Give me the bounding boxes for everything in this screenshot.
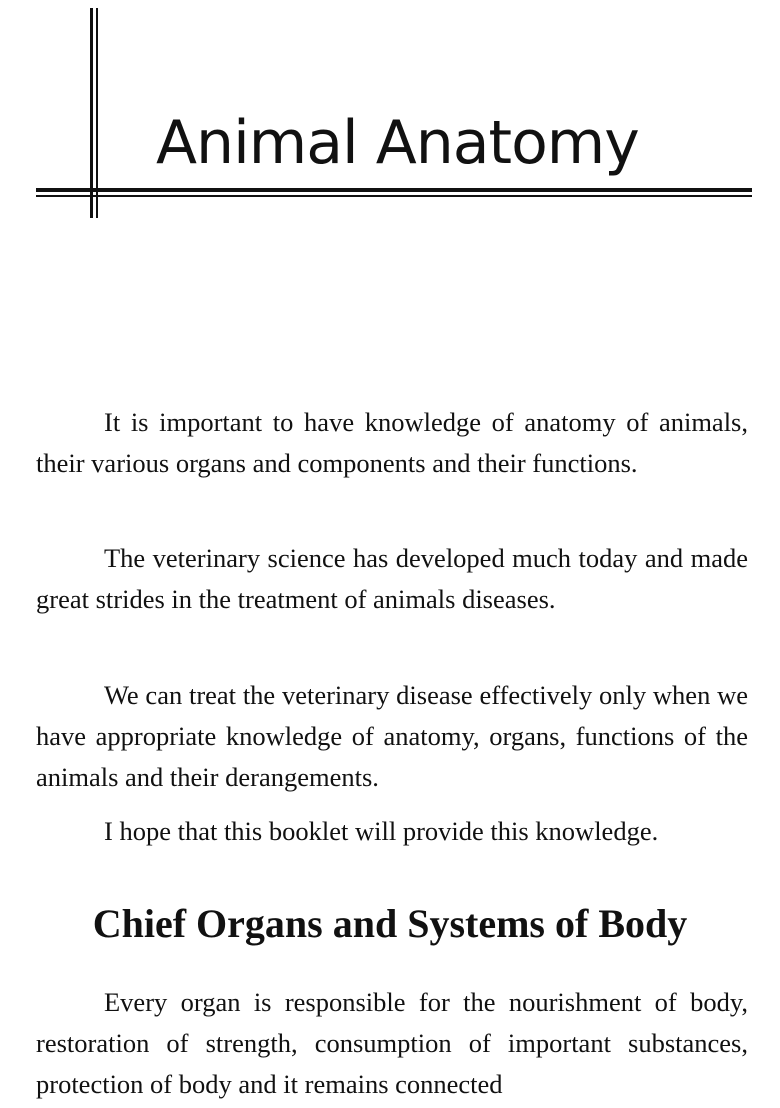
paragraph: It is important to have knowledge of anatomy of animals, their various organs and components and their functions. <box>36 407 748 478</box>
title-rule-vertical-1 <box>90 8 93 218</box>
paragraph: I hope that this booklet will provide this knowledge. <box>104 816 659 846</box>
title-rule-horizontal-thin <box>36 195 752 197</box>
paragraph: Every organ is responsible for the nourishment of body, restoration of strength, consumption of important substances, protection of body and it remains connected <box>36 987 748 1099</box>
title-rule-vertical-2 <box>96 8 98 218</box>
title-rule-horizontal-thick <box>36 188 752 192</box>
paragraph: We can treat the veterinary disease effectively only when we have appropriate knowledge of anatomy, organs, functions of the animals and their derangements. <box>36 680 748 792</box>
paragraph: The veterinary science has developed much today and made great strides in the treatment of animals diseases. <box>36 543 748 614</box>
page-title: Animal Anatomy <box>156 108 639 178</box>
section-heading: Chief Organs and Systems of Body <box>92 901 688 946</box>
